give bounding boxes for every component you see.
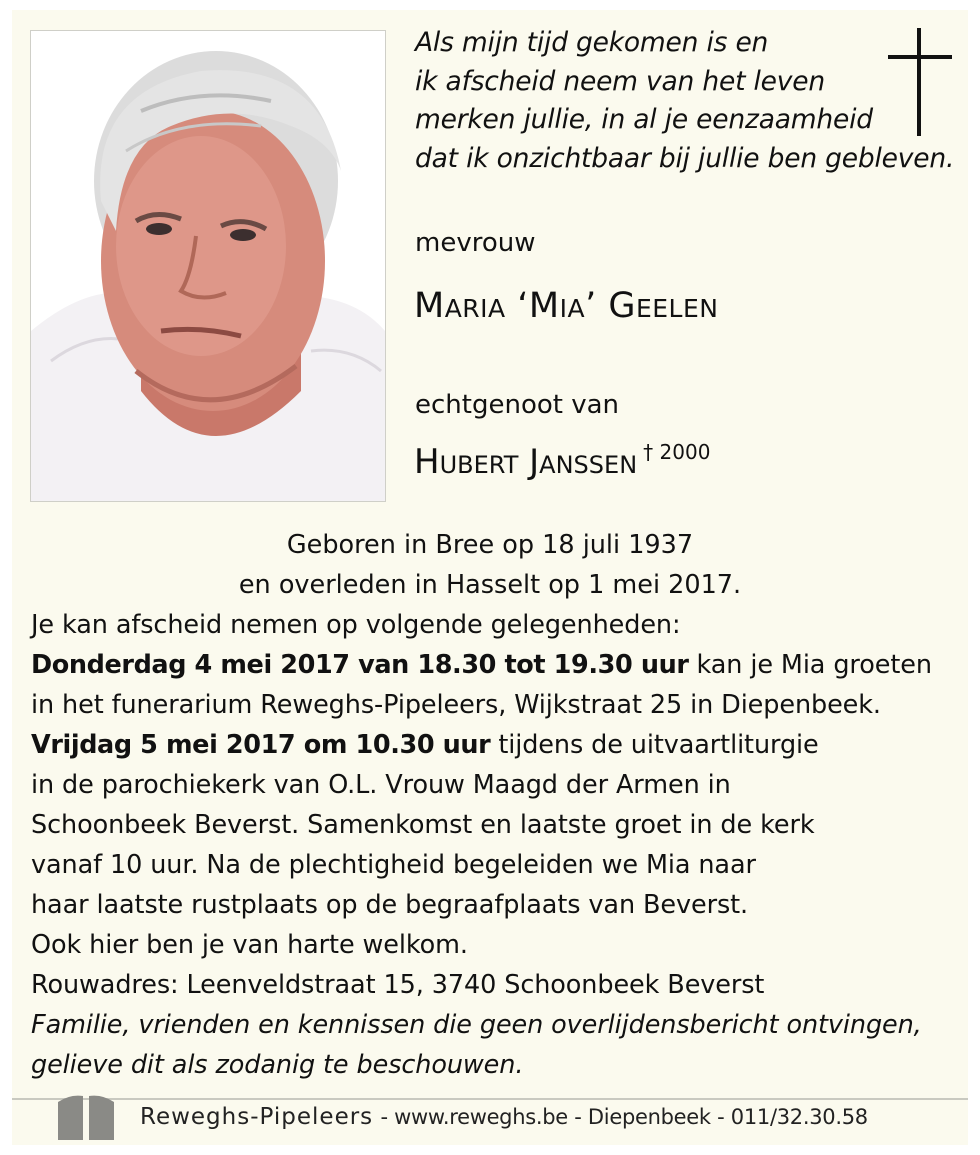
spouse-death: † 2000 <box>643 440 711 464</box>
death-line: en overleden in Hasselt op 1 mei 2017. <box>238 570 742 600</box>
funeral-detail: Schoonbeek Beverst. Samenkomst en laatste groet in de kerk <box>31 810 815 840</box>
spouse-name: Hubert Janssen <box>414 442 638 482</box>
poem-line: dat ik onzichtbaar bij jullie ben gebleven. <box>415 142 955 174</box>
visit-text: kan je Mia groeten <box>688 650 932 680</box>
footer-divider <box>12 1098 968 1100</box>
mourning-address: Rouwadres: Leenveldstraat 15, 3740 Schoonbeek Beverst <box>31 970 765 1000</box>
funeral-detail: haar laatste rustplaats op de begraafplaats van Beverst. <box>31 890 749 920</box>
visit-location: in het funerarium Reweghs-Pipeleers, Wijkstraat 25 in Diepenbeek. <box>31 690 881 720</box>
visit-date: Donderdag 4 mei 2017 van 18.30 tot 19.30 uur <box>31 650 689 680</box>
cross-icon <box>888 28 952 136</box>
salutation: mevrouw <box>415 228 536 258</box>
funeral-detail: in de parochiekerk van O.L. Vrouw Maagd der Armen in <box>31 770 731 800</box>
deceased-name: Maria ‘Mia’ Geelen <box>414 286 719 326</box>
funeral-detail: Ook hier ben je van harte welkom. <box>31 930 468 960</box>
visit-line <box>31 650 932 680</box>
funeral-home-logo-icon <box>58 1090 114 1140</box>
poem-line: merken jullie, in al je eenzaamheid <box>415 104 873 135</box>
notice-line: gelieve dit als zodanig te beschouwen. <box>31 1050 524 1080</box>
poem-line: Als mijn tijd gekomen is en <box>415 27 769 58</box>
footer <box>140 1104 868 1130</box>
birth-line: Geboren in Bree op 18 juli 1937 <box>286 530 694 560</box>
funeral-date: Vrijdag 5 mei 2017 om 10.30 uur <box>31 730 491 760</box>
funeral-text: tijdens de uitvaartliturgie <box>490 730 819 760</box>
spouse-label: echtgenoot van <box>415 390 620 420</box>
intro-line: Je kan afscheid nemen op volgende gelegenheden: <box>31 610 681 640</box>
portrait-photo <box>30 30 386 502</box>
notice-line: Familie, vrienden en kennissen die geen overlijdensbericht ontvingen, <box>31 1010 922 1040</box>
poem-line: ik afscheid neem van het leven <box>415 65 825 97</box>
company-details: - www.reweghs.be - Diepenbeek - 011/32.30.58 <box>380 1105 868 1129</box>
portrait-illustration <box>31 31 385 501</box>
funeral-detail: vanaf 10 uur. Na de plechtigheid begeleiden we Mia naar <box>31 850 756 880</box>
poem <box>415 24 954 178</box>
spouse <box>414 440 710 482</box>
funeral-line <box>31 730 819 760</box>
company-name: Reweghs-Pipeleers <box>140 1104 374 1130</box>
